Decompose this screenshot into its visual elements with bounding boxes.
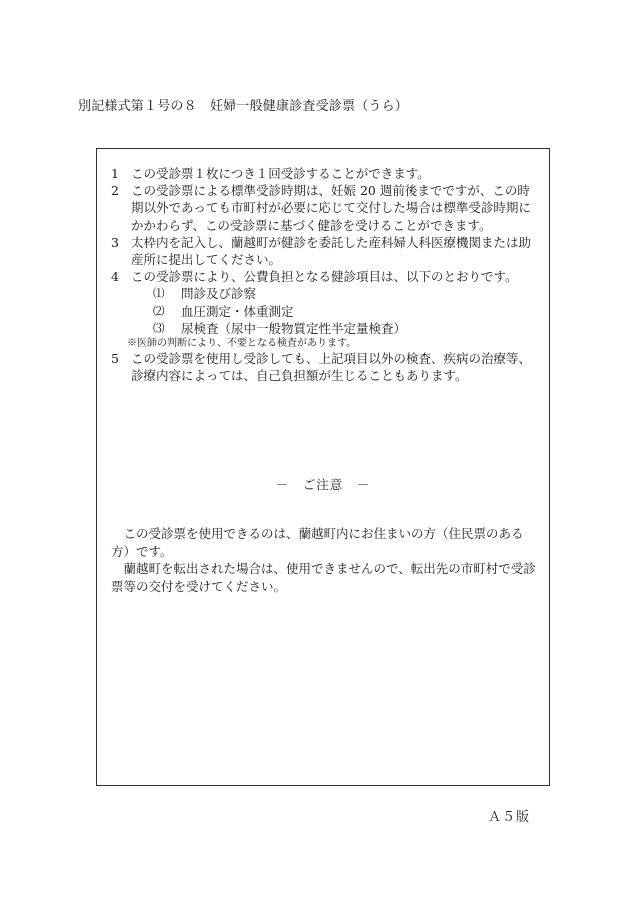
list-item bbox=[111, 268, 541, 285]
notice-body bbox=[111, 525, 541, 595]
item-number: 5 bbox=[111, 351, 119, 367]
paper-size-label: Ａ５版 bbox=[488, 810, 531, 825]
doctor-judgment-note: ※医師の判断により、不要となる検査があります。 bbox=[127, 338, 357, 350]
item-text: この受診票により、公費負担となる健診項目は、以下のとおりです。 bbox=[131, 269, 518, 285]
item-text: この受診票を使用し受診しても、上記項目以外の検査、疾病の治療等、診療内容によっては、自己負担額が生じることもあります。 bbox=[131, 351, 532, 384]
item-number: 4 bbox=[111, 269, 119, 285]
item-text: この受診票１枚につき１回受診することができます。 bbox=[131, 166, 430, 181]
item-text: 太枠内を記入し、蘭越町が健診を委託した産科婦人科医療機関または助産所に提出してください。 bbox=[131, 234, 532, 268]
list-item bbox=[111, 182, 541, 234]
content-frame bbox=[96, 148, 550, 786]
sub-list-item bbox=[153, 320, 541, 337]
item-number: 1 bbox=[111, 166, 119, 181]
list-item bbox=[111, 350, 541, 384]
list-item bbox=[111, 165, 541, 182]
sub-list-item bbox=[153, 285, 541, 302]
sub-item-text: 尿検査（尿中一般物質定性半定量検査） bbox=[181, 320, 407, 336]
form-header-title: 別記様式第１号の８ 妊婦一般健康診査受診票（うら） bbox=[78, 99, 409, 114]
item-number: 2 bbox=[111, 183, 119, 199]
sub-item-number: ⑶ bbox=[153, 320, 165, 335]
instruction-list bbox=[111, 165, 541, 384]
sub-item-text: 血圧測定・体重測定 bbox=[181, 303, 294, 319]
sub-item-number: ⑵ bbox=[153, 303, 165, 318]
sub-item-text: 問診及び診察 bbox=[181, 286, 257, 302]
sub-item-number: ⑴ bbox=[153, 286, 165, 301]
item-text: この受診票による標準受診時期は、妊娠 20 週前後までですが、この時期以外であっても市町村が必要に応じて交付した場合は標準受診時期にかかわらず、この受診票に基づく健診を受けることができます。 bbox=[131, 183, 531, 233]
list-item bbox=[111, 234, 541, 268]
item-number: 3 bbox=[111, 234, 119, 250]
notice-paragraph: 蘭越町を転出された場合は、使用できませんので、転出先の市町村で受診票等の交付を受けてください。 bbox=[111, 561, 536, 594]
notice-title: － ご注意 － bbox=[275, 477, 371, 492]
sub-list-item bbox=[153, 303, 541, 320]
notice-paragraph: この受診票を使用できるのは、蘭越町内にお住まいの方（住民票のある方）です。 bbox=[111, 526, 524, 559]
